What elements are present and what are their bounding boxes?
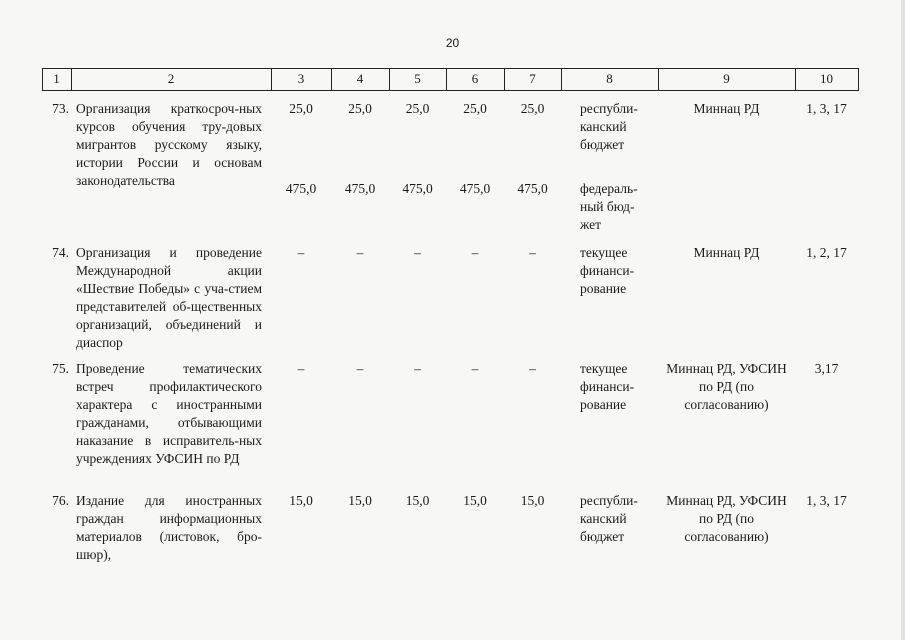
value-cell: 475,0 xyxy=(402,181,433,196)
value-cell: 25,0 xyxy=(348,101,372,116)
funding-source: текущее финанси-рование xyxy=(580,245,635,296)
executor: Миннац РД, УФСИН по РД (по согласованию) xyxy=(666,361,787,412)
value-cell: 15,0 xyxy=(520,493,545,508)
header-col-8: 8 xyxy=(606,71,613,86)
funding-source: республи-канский бюджет xyxy=(580,493,638,544)
header-col-2: 2 xyxy=(167,71,175,86)
page-number: 20 xyxy=(445,36,460,50)
header-bottom-border xyxy=(42,90,859,91)
header-col-1: 1 xyxy=(53,71,60,86)
funding-source: текущее финанси-рование xyxy=(580,361,635,412)
scan-edge xyxy=(901,0,905,640)
task-numbers: 1, 2, 17 xyxy=(806,245,847,260)
row-number: 74. xyxy=(52,245,69,260)
executor: Миннац РД xyxy=(693,101,760,116)
header-col-7: 7 xyxy=(529,71,536,86)
header-col-5: 5 xyxy=(414,71,421,86)
value-cell: 15,0 xyxy=(348,493,372,508)
value-cell: – xyxy=(297,245,305,260)
row-number: 75. xyxy=(52,361,69,376)
header-col-6: 6 xyxy=(471,71,479,86)
row-description: Организация краткосроч-ных курсов обучения тру-довых мигрантов русскому языку, истории России и основам законодательства xyxy=(76,101,262,188)
row-number: 76. xyxy=(52,493,69,508)
value-cell: 15,0 xyxy=(289,493,313,508)
value-cell: – xyxy=(414,361,421,376)
row-number: 73. xyxy=(52,101,69,116)
value-cell: – xyxy=(471,245,479,260)
funding-source: республи-канский бюджет xyxy=(580,101,638,152)
value-cell: 475,0 xyxy=(517,181,548,196)
task-numbers: 1, 3, 17 xyxy=(806,493,847,508)
executor: Миннац РД xyxy=(693,245,760,260)
task-numbers: 3,17 xyxy=(814,361,839,376)
funding-source: федераль-ный бюд-жет xyxy=(580,181,638,232)
value-cell: – xyxy=(529,245,536,260)
value-cell: 25,0 xyxy=(405,101,430,116)
header-col-10: 10 xyxy=(820,71,833,86)
header-col-9: 9 xyxy=(723,71,730,86)
value-cell: 475,0 xyxy=(285,181,317,196)
value-cell: 25,0 xyxy=(463,101,487,116)
row-description: Издание для иностранных граждан информационных материалов (листовок, бро-шюр), xyxy=(76,493,262,562)
value-cell: – xyxy=(297,361,305,376)
value-cell: 25,0 xyxy=(520,101,545,116)
value-cell: – xyxy=(356,245,364,260)
value-cell: 475,0 xyxy=(459,181,491,196)
executor: Миннац РД, УФСИН по РД (по согласованию) xyxy=(666,493,787,544)
value-cell: 15,0 xyxy=(463,493,487,508)
value-cell: – xyxy=(414,245,421,260)
value-cell: 15,0 xyxy=(405,493,430,508)
task-numbers: 1, 3, 17 xyxy=(806,101,847,116)
row-description: Проведение тематических встреч профилактического характера с иностранными гражданами, отбывающими наказание в исправитель-ных учреждениях УФСИН по РД xyxy=(76,361,262,466)
header-col-3: 3 xyxy=(297,71,305,86)
header-col-4: 4 xyxy=(356,71,364,86)
value-cell: – xyxy=(471,361,479,376)
col-divider xyxy=(858,68,859,91)
value-cell: 475,0 xyxy=(344,181,376,196)
value-cell: – xyxy=(356,361,364,376)
row-description: Организация и проведение Международной акции «Шествие Победы» с уча-стием представителей об-щественных организаций, объединений и диаспор xyxy=(76,245,262,350)
value-cell: 25,0 xyxy=(289,101,313,116)
value-cell: – xyxy=(529,361,536,376)
